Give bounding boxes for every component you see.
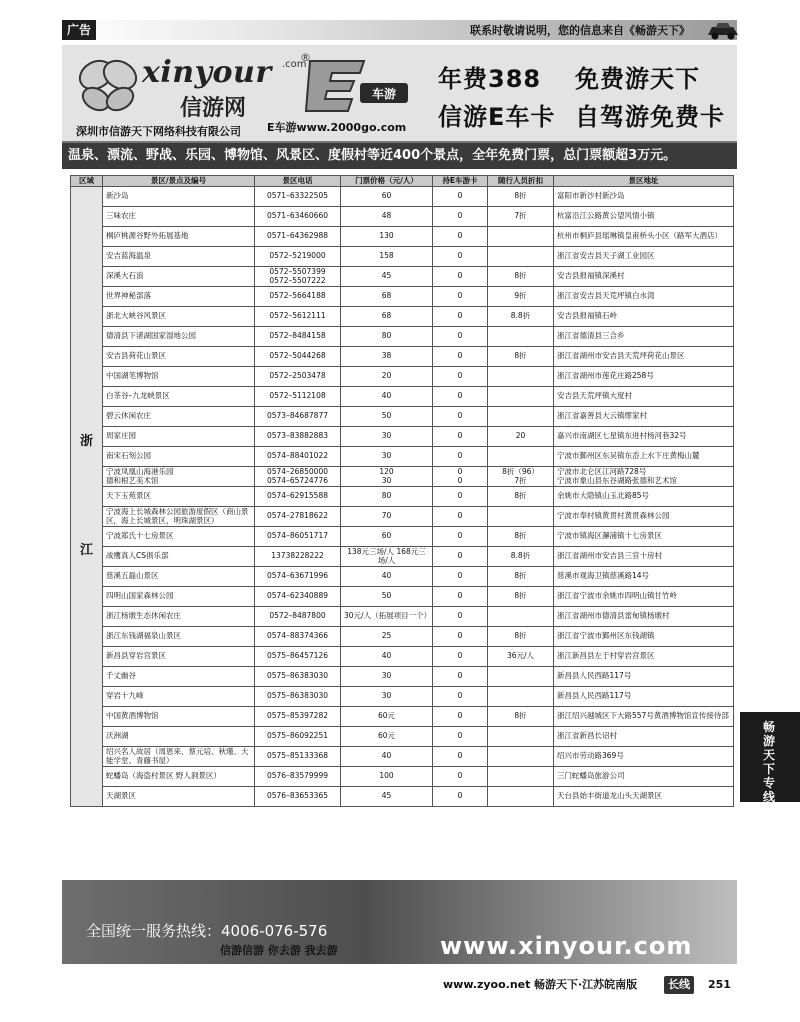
cell-addr: 杭富沿江公路黄公望风情小镇 — [554, 207, 734, 227]
table-row — [71, 387, 734, 407]
cell-card: 0 — [433, 747, 488, 767]
cell-name: 桐庐桃源谷野外拓展基地 — [103, 227, 255, 247]
table-row — [71, 227, 734, 247]
cell-card: 0 — [433, 567, 488, 587]
cell-price: 40 — [341, 567, 433, 587]
cell-tel: 0572–5664188 — [255, 287, 341, 307]
cell-addr: 三门蛇蟠岛旅游公司 — [554, 767, 734, 787]
cell-addr: 富阳市新沙村新沙岛 — [554, 187, 734, 207]
cell-card: 0 — [433, 367, 488, 387]
cell-price: 120 30 — [341, 467, 433, 487]
cell-disc: 8折 — [488, 487, 554, 507]
cell-price: 60元 — [341, 727, 433, 747]
cell-price: 68 — [341, 287, 433, 307]
cell-tel: 0574–26850000 0574–65724776 — [255, 467, 341, 487]
cell-card: 0 — [433, 267, 488, 287]
cell-name: 天下玉苑景区 — [103, 487, 255, 507]
cell-disc — [488, 787, 554, 807]
cell-price: 80 — [341, 487, 433, 507]
table-row — [71, 727, 734, 747]
logo-dotcom: .com — [282, 59, 307, 70]
cell-name: 慈溪五磊山景区 — [103, 567, 255, 587]
cell-addr: 浙江省安吉县天子湖工业园区 — [554, 247, 734, 267]
cell-addr: 浙江新昌县左于村穿岩宫景区 — [554, 647, 734, 667]
cell-tel: 0575–86092251 — [255, 727, 341, 747]
cell-tel: 0572–5044268 — [255, 347, 341, 367]
cell-name: 白茶谷–九龙峡景区 — [103, 387, 255, 407]
cell-disc: 8.8折 — [488, 307, 554, 327]
table-row — [71, 627, 734, 647]
cell-price: 50 — [341, 407, 433, 427]
cell-tel: 0576–83653365 — [255, 787, 341, 807]
cell-card: 0 — [433, 227, 488, 247]
page-number: 251 — [708, 978, 731, 991]
cell-disc: 8折 — [488, 187, 554, 207]
table-row — [71, 567, 734, 587]
cell-name: 浙江杨墩生态休闲农庄 — [103, 607, 255, 627]
e-car-badge-text: 车游 — [371, 87, 397, 101]
cell-name: 蛇蟠岛（海盗村景区 野人洞景区） — [103, 767, 255, 787]
cell-disc: 8折 — [488, 627, 554, 647]
region-char-1: 浙 — [79, 434, 93, 449]
promo-self-drive-card: 自驾游免费卡 — [575, 103, 725, 131]
cell-price: 60 — [341, 187, 433, 207]
cell-name: 深溪大石浪 — [103, 267, 255, 287]
table-header-row — [71, 176, 734, 187]
cell-name: 碧云休闲农庄 — [103, 407, 255, 427]
region-char-2: 江 — [79, 542, 93, 558]
cell-price: 70 — [341, 507, 433, 527]
cell-tel: 0572–5507399 0572–5507222 — [255, 267, 341, 287]
table-row — [71, 447, 734, 467]
cell-disc: 8折 — [488, 587, 554, 607]
cell-tel: 0575–86383030 — [255, 667, 341, 687]
slogan: 信游信游 你去游 我去游 — [220, 944, 338, 957]
cell-tel: 0571–63460660 — [255, 207, 341, 227]
butterfly-logo-icon — [76, 57, 140, 115]
cell-card: 0 — [433, 387, 488, 407]
cell-addr: 天台县始丰街道龙山头天湖景区 — [554, 787, 734, 807]
promo-annual-fee: 年费388 — [438, 65, 542, 93]
cell-addr: 安吉县天荒坪镇大度村 — [554, 387, 734, 407]
cell-addr: 浙江省宁波市余姚市四明山镇甘竹岭 — [554, 587, 734, 607]
table-row — [71, 747, 734, 767]
cell-name: 南宋石刻公园 — [103, 447, 255, 467]
table-row — [71, 407, 734, 427]
cell-price: 138元三场/人 168元三场/人 — [341, 547, 433, 567]
cell-addr: 浙江省湖州市安吉县天荒坪荷花山景区 — [554, 347, 734, 367]
cell-card: 0 — [433, 207, 488, 227]
footer-banner — [62, 880, 737, 964]
cell-disc — [488, 227, 554, 247]
cell-name: 新沙岛 — [103, 187, 255, 207]
cell-tel: 0572–8487800 — [255, 607, 341, 627]
cell-tel: 0572–5612111 — [255, 307, 341, 327]
bottom-site: www.zyoo.net — [443, 978, 531, 991]
header-address: 景区地址 — [554, 176, 734, 187]
table-row — [71, 487, 734, 507]
header-discount: 随行人员折扣 — [488, 176, 554, 187]
cell-addr: 浙江省湖州市德清县雷甸镇杨墩村 — [554, 607, 734, 627]
cell-name: 天湖景区 — [103, 787, 255, 807]
table-row — [71, 527, 734, 547]
cell-tel: 0574–27818622 — [255, 507, 341, 527]
cell-disc — [488, 727, 554, 747]
source-note: 联系时敬请说明，您的信息来自《畅游天下》 — [470, 24, 690, 37]
cell-addr: 浙江省宁波市鄞州区东钱湖镇 — [554, 627, 734, 647]
cell-name: 安吉蓝海温泉 — [103, 247, 255, 267]
table-row — [71, 467, 734, 487]
cell-name: 沃洲湖 — [103, 727, 255, 747]
table-row — [71, 287, 734, 307]
cell-card: 0 — [433, 307, 488, 327]
cell-card: 0 — [433, 707, 488, 727]
cell-tel: 0574–86051717 — [255, 527, 341, 547]
cell-price: 40 — [341, 647, 433, 667]
table-row — [71, 547, 734, 567]
cell-card: 0 — [433, 507, 488, 527]
cell-name: 宁波郑氏十七房景区 — [103, 527, 255, 547]
cell-card: 0 — [433, 287, 488, 307]
cell-disc: 8折 — [488, 567, 554, 587]
ad-header — [62, 45, 737, 143]
table-row — [71, 427, 734, 447]
cell-card: 0 — [433, 527, 488, 547]
header-price: 门票价格（元/人） — [341, 176, 433, 187]
cell-disc: 8.8折 — [488, 547, 554, 567]
promo-banner: 温泉、漂流、野战、乐园、博物馆、风景区、度假村等近400个景点，全年免费门票，总门票额超3万元。 — [62, 143, 737, 169]
cell-tel: 0573–84687877 — [255, 407, 341, 427]
service-hotline: 全国统一服务热线：4006-076-576 — [86, 922, 328, 940]
e-car-url: E车游www.2000go.com — [267, 121, 407, 134]
cell-addr: 浙江省湖州市安吉县三官十房村 — [554, 547, 734, 567]
cell-disc: 8折 — [488, 347, 554, 367]
header-phone: 景区电话 — [255, 176, 341, 187]
table-row — [71, 787, 734, 807]
cell-addr: 新昌县人民西路117号 — [554, 667, 734, 687]
cell-addr: 绍兴市劳动路369号 — [554, 747, 734, 767]
cell-tel: 0574–63671996 — [255, 567, 341, 587]
cell-disc — [488, 247, 554, 267]
cell-name: 中国黄酒博物馆 — [103, 707, 255, 727]
cell-addr: 浙江省德清县三合乡 — [554, 327, 734, 347]
cell-disc — [488, 607, 554, 627]
cell-addr: 宁波市鄞州区东吴镇东岙上水下庄黄梅山麓 — [554, 447, 734, 467]
table-row — [71, 767, 734, 787]
cell-price: 30 — [341, 427, 433, 447]
cell-price: 48 — [341, 207, 433, 227]
cell-tel: 0574–62915588 — [255, 487, 341, 507]
cell-addr: 余姚市大隐镇山玉北路85号 — [554, 487, 734, 507]
side-tab-label: 畅游天下专线 — [762, 720, 775, 804]
cell-tel: 0572–2503478 — [255, 367, 341, 387]
cell-name: 千丈幽谷 — [103, 667, 255, 687]
cell-name: 绍兴名人故居（周恩来、蔡元培、秋瑾、大能学堂、青藤书屋） — [103, 747, 255, 767]
table-row — [71, 367, 734, 387]
cell-price: 25 — [341, 627, 433, 647]
cell-name: 安吉县荷花山景区 — [103, 347, 255, 367]
cell-tel: 0574–88374366 — [255, 627, 341, 647]
cell-tel: 0572–8484158 — [255, 327, 341, 347]
header-region: 区域 — [71, 176, 103, 187]
cell-name: 中国湖笔博物馆 — [103, 367, 255, 387]
cell-name: 浙北大峡谷风景区 — [103, 307, 255, 327]
cell-name: 德清县下渚湖国家湿地公园 — [103, 327, 255, 347]
cell-disc: 9折 — [488, 287, 554, 307]
cell-addr: 新昌县人民西路117号 — [554, 687, 734, 707]
table-row — [71, 667, 734, 687]
table-row — [71, 507, 734, 527]
cell-tel: 0574–62340889 — [255, 587, 341, 607]
ad-label: 广告 — [62, 20, 96, 40]
cell-disc — [488, 367, 554, 387]
cell-tel: 13738228222 — [255, 547, 341, 567]
cell-tel: 0571–63322505 — [255, 187, 341, 207]
cell-disc: 8折 — [488, 707, 554, 727]
cell-card: 0 — [433, 687, 488, 707]
cell-card: 0 — [433, 787, 488, 807]
cell-card: 0 — [433, 327, 488, 347]
footer-website: www.xinyour.com — [440, 932, 693, 960]
cell-name: 四明山国家森林公园 — [103, 587, 255, 607]
cell-tel: 0572–5219000 — [255, 247, 341, 267]
cell-disc — [488, 327, 554, 347]
cell-addr: 宁波市镇海区澥浦镇十七房景区 — [554, 527, 734, 547]
bottom-publication: 畅游天下·江苏皖南版 — [534, 978, 638, 991]
cell-tel: 0571–64362988 — [255, 227, 341, 247]
cell-price: 40 — [341, 747, 433, 767]
cell-card: 0 — [433, 647, 488, 667]
cell-disc — [488, 667, 554, 687]
e-car-logo — [302, 55, 414, 117]
cell-disc — [488, 407, 554, 427]
table-row — [71, 347, 734, 367]
cell-price: 50 — [341, 587, 433, 607]
cell-tel: 0574–88401022 — [255, 447, 341, 467]
cell-price: 30元/人（拓展项目一个） — [341, 607, 433, 627]
cell-name: 新昌县穿岩宫景区 — [103, 647, 255, 667]
cell-price: 30 — [341, 687, 433, 707]
cell-addr: 浙江省嘉善县大云镇缪家村 — [554, 407, 734, 427]
table-row — [71, 647, 734, 667]
car-icon — [705, 19, 741, 41]
cell-price: 38 — [341, 347, 433, 367]
cell-card: 0 — [433, 587, 488, 607]
cell-price: 30 — [341, 667, 433, 687]
cell-card: 0 — [433, 407, 488, 427]
cell-price: 60元 — [341, 707, 433, 727]
cell-card: 0 — [433, 247, 488, 267]
logo-chinese-name: 信游网 — [180, 95, 247, 121]
cell-addr: 慈溪市观海卫镇慈溪路14号 — [554, 567, 734, 587]
promo-e-car-card: 信游E车卡 — [438, 103, 556, 131]
cell-name: 世界神秘部落 — [103, 287, 255, 307]
attractions-table-wrapper — [62, 175, 737, 880]
table-row — [71, 247, 734, 267]
table-row — [71, 687, 734, 707]
cell-disc — [488, 507, 554, 527]
cell-card: 0 — [433, 767, 488, 787]
cell-name: 穿岩十九峰 — [103, 687, 255, 707]
cell-tel: 0573–83882883 — [255, 427, 341, 447]
cell-card: 0 — [433, 607, 488, 627]
cell-name: 浙江东钱湖福泉山景区 — [103, 627, 255, 647]
table-row — [71, 307, 734, 327]
table-row — [71, 207, 734, 227]
cell-card: 0 — [433, 447, 488, 467]
side-tab — [740, 712, 800, 802]
cell-disc: 8折 — [488, 267, 554, 287]
cell-addr: 嘉兴市南湖区七星镇东进村杨河巷32号 — [554, 427, 734, 447]
cell-price: 158 — [341, 247, 433, 267]
cell-price: 40 — [341, 387, 433, 407]
header-name: 景区/景点及编号 — [103, 176, 255, 187]
table-row — [71, 707, 734, 727]
bottom-tag: 长线 — [664, 976, 694, 994]
cell-tel: 0575–86383030 — [255, 687, 341, 707]
cell-tel: 0576–83579999 — [255, 767, 341, 787]
promo-free-travel: 免费游天下 — [575, 65, 700, 93]
logo-wordmark: xinyour — [142, 55, 272, 90]
cell-card: 0 — [433, 727, 488, 747]
cell-disc: 7折 — [488, 207, 554, 227]
header-card: 持E车游卡 — [433, 176, 488, 187]
cell-addr: 浙江省安吉县天荒坪镇白水湾 — [554, 287, 734, 307]
cell-card: 0 — [433, 667, 488, 687]
cell-disc — [488, 747, 554, 767]
cell-addr: 安吉县报福镇深溪村 — [554, 267, 734, 287]
cell-tel: 0575–85397282 — [255, 707, 341, 727]
table-row — [71, 587, 734, 607]
cell-price: 68 — [341, 307, 433, 327]
cell-addr: 浙江省湖州市莲花庄路258号 — [554, 367, 734, 387]
cell-tel: 0572–5112108 — [255, 387, 341, 407]
attractions-table — [70, 175, 734, 807]
cell-card: 0 — [433, 547, 488, 567]
cell-addr: 浙江省新昌长诏村 — [554, 727, 734, 747]
cell-price: 45 — [341, 787, 433, 807]
cell-disc: 8折（96） 7折 — [488, 467, 554, 487]
cell-addr: 浙江绍兴越城区下大路557号黄酒博物馆宣传接待部 — [554, 707, 734, 727]
cell-card: 0 — [433, 487, 488, 507]
cell-addr: 杭州市桐庐县瑶琳镇皇甫桥头小区（路军大酒店） — [554, 227, 734, 247]
cell-name: 宁波海上长城森林公园旅游度假区（商山景区，海上长城景区，明珠湖景区） — [103, 507, 255, 527]
cell-name: 三味农庄 — [103, 207, 255, 227]
cell-price: 30 — [341, 447, 433, 467]
cell-price: 45 — [341, 267, 433, 287]
table-row — [71, 187, 734, 207]
cell-disc — [488, 447, 554, 467]
cell-disc: 36元/人 — [488, 647, 554, 667]
cell-price: 80 — [341, 327, 433, 347]
cell-price: 60 — [341, 527, 433, 547]
cell-tel: 0575–86457126 — [255, 647, 341, 667]
cell-tel: 0575–85133368 — [255, 747, 341, 767]
cell-disc — [488, 387, 554, 407]
cell-addr: 宁波市奉村镇黄贯村黄贯森林公园 — [554, 507, 734, 527]
cell-price: 20 — [341, 367, 433, 387]
cell-card: 0 — [433, 627, 488, 647]
cell-addr: 安吉县报福镇石岭 — [554, 307, 734, 327]
cell-price: 130 — [341, 227, 433, 247]
cell-name: 宁波凤凰山海港乐园 德和根艺美术馆 — [103, 467, 255, 487]
table-row — [71, 607, 734, 627]
cell-card: 0 — [433, 187, 488, 207]
logo-registered-mark: ® — [300, 51, 311, 64]
cell-disc: 20 — [488, 427, 554, 447]
company-name: 深圳市信游天下网络科技有限公司 — [76, 125, 241, 138]
cell-price: 100 — [341, 767, 433, 787]
cell-addr: 宁波市北仑区江河路728号 宁波市象山县东谷湖路张德和艺术馆 — [554, 467, 734, 487]
cell-name: 周家庄园 — [103, 427, 255, 447]
table-row — [71, 327, 734, 347]
cell-card: 0 0 — [433, 467, 488, 487]
region-cell — [71, 187, 103, 807]
cell-card: 0 — [433, 347, 488, 367]
cell-disc — [488, 687, 554, 707]
cell-card: 0 — [433, 427, 488, 447]
cell-disc — [488, 767, 554, 787]
table-row — [71, 267, 734, 287]
cell-disc: 8折 — [488, 527, 554, 547]
cell-name: 战鹰真人CS俱乐部 — [103, 547, 255, 567]
